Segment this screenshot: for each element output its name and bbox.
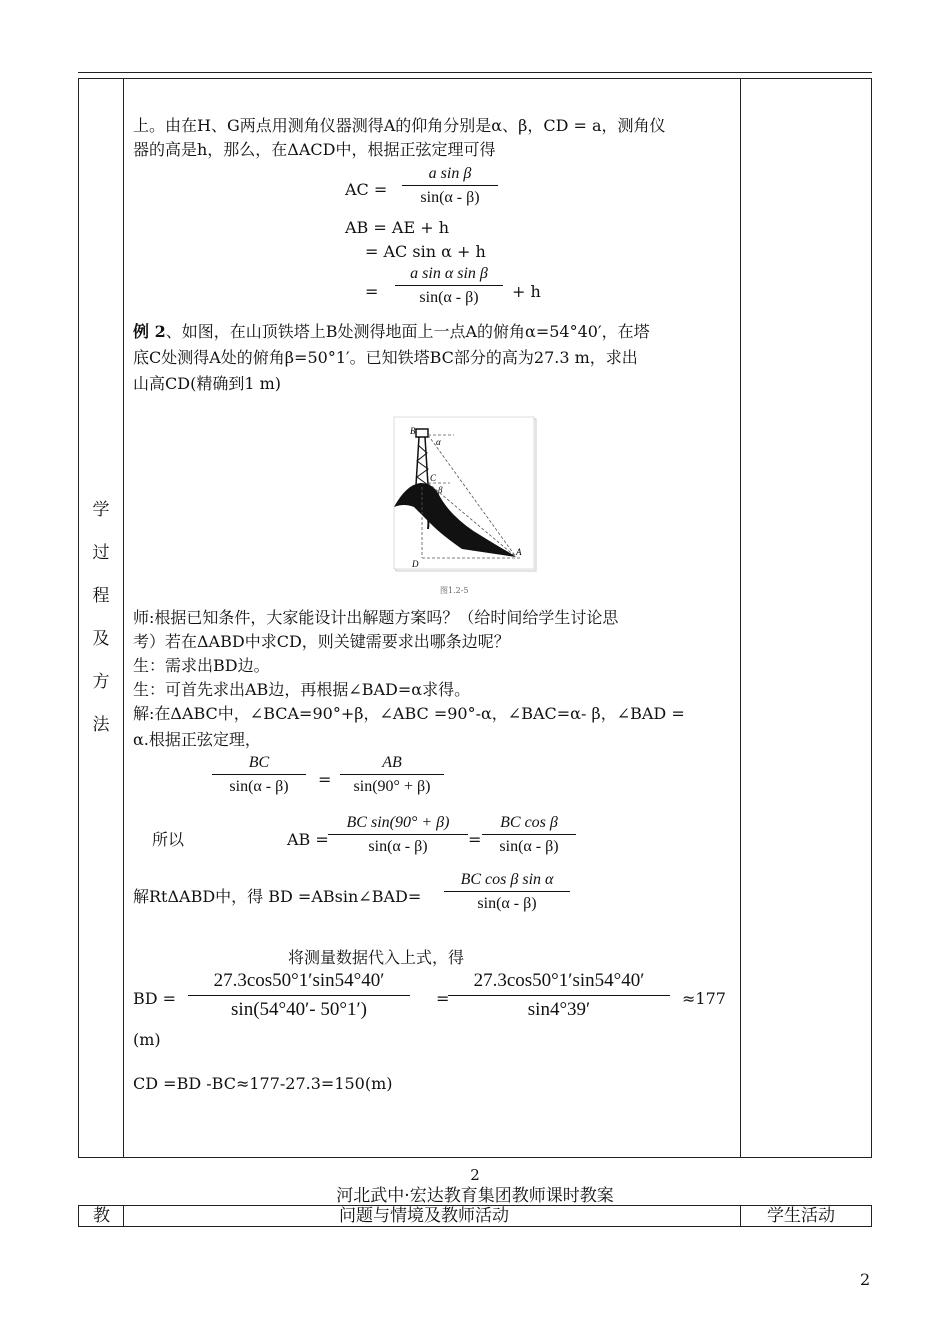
text-line: α.根据正弦定理， [133,730,261,749]
numerator: BC cos β [500,814,558,831]
numerator: BC [248,754,270,771]
formula-ab [395,263,503,310]
side-char: 法 [92,715,110,735]
denominator: sin(α - β) [499,838,559,855]
formula-label: BD = [133,989,177,1008]
column-divider-right [740,79,741,1157]
denominator: sin4°39′ [527,999,591,1020]
numerator: 27.3cos50°1′sin54°40′ [473,970,645,991]
example-text: 、如图，在山顶铁塔上B处测得地面上一点A的俯角α=54°40′，在塔 [165,322,650,341]
side-char: 过 [92,543,110,563]
text-line: 生：需求出BD边。 [133,656,270,675]
text-label: 所以 [152,830,185,849]
formula-ac [402,163,498,210]
header-col-activity: 问题与情境及教师活动 [339,1206,509,1226]
figure-caption: 图1.2-5 [440,586,469,595]
formula-eq: = [468,830,482,849]
formula-eq: = [436,989,450,1008]
figure-label-beta: β [438,485,443,495]
denominator: sin(54°40′- 50°1′) [231,999,367,1020]
header-col-student: 学生活动 [767,1206,835,1226]
denominator: sin(α - β) [419,289,479,306]
formula-bd-numeric-2 [448,967,670,1024]
formula-label: AC = [345,180,388,199]
text-line: 将测量数据代入上式，得 [288,948,465,967]
figure-label-d: D [412,559,419,569]
formula-ratio-right [340,752,444,799]
denominator: sin(90° + β) [353,778,431,795]
figure-label-a: A [516,547,522,557]
example-number: 例 2 [133,322,166,341]
next-table-header [78,1205,872,1227]
page-number: 2 [860,1270,871,1289]
column-divider-left [123,79,124,1157]
side-char: 方 [92,672,110,692]
numerator: a sin α sin β [410,265,488,282]
formula-result: ≈177 [682,989,726,1008]
text-line: 器的高是h，那么，在ΔACD中，根据正弦定理可得 [133,140,496,159]
column-divider [123,1206,124,1226]
formula-bd-numeric-1 [188,967,410,1024]
mountain-tower-figure [392,415,540,575]
formula-bd [444,869,570,916]
formula-line: AB = AE + h [345,218,450,237]
text-line: 师:根据已知条件，大家能设计出解题方案吗？（给时间给学生讨论思 [133,608,619,627]
numerator: BC cos β sin α [460,871,554,888]
formula-eq: = [318,770,332,789]
denominator: sin(α - β) [420,189,480,206]
header-col-teach: 教 [93,1206,110,1226]
side-label [79,79,123,1157]
denominator: sin(α - β) [229,778,289,795]
figure-label-b: B [410,426,416,436]
text-line: 解:在ΔABC中，∠BCA=90°+β，∠ABC =90°-α，∠BAC=α- β，∠BAD = [133,704,685,723]
example-line: 底C处测得A处的俯角β=50°1′。已知铁塔BC部分的高为27.3 m，求出 [133,348,638,367]
numerator: a sin β [428,165,472,182]
side-char: 及 [92,629,110,649]
text-line: CD =BD -BC≈177-27.3=150(m) [133,1074,393,1093]
numerator: 27.3cos50°1′sin54°40′ [213,970,385,991]
column-divider [740,1206,741,1226]
numerator: AB [382,754,402,771]
denominator: sin(α - β) [477,895,537,912]
footer-title: 河北武中·宏达教育集团教师课时教案 [336,1186,614,1206]
formula-line: = AC sin α + h [365,242,486,261]
text-line: 生：可首先求出AB边，再根据∠BAD=α求得。 [133,680,471,699]
formula-ab-2 [482,812,576,859]
example-line [133,320,650,344]
numerator: BC sin(90° + β) [346,814,450,831]
formula-label: AB = [287,830,329,849]
formula-tail: + h [512,282,541,301]
formula-eq: = [365,282,379,301]
denominator: sin(α - β) [368,838,428,855]
side-char: 程 [92,586,110,606]
formula-ab-1 [328,812,468,859]
footer-page: 2 [470,1166,480,1184]
top-rule [78,72,872,73]
text-line: 考）若在ΔABD中求CD，则关键需要求出哪条边呢？ [133,632,510,651]
text-line: 上。由在H、G两点用测角仪器测得A的仰角分别是α、β，CD = a，测角仪 [133,116,666,135]
text-line: 解RtΔABD中，得 BD =ABsin∠BAD= [133,887,422,906]
figure-label-alpha: α [436,437,441,447]
example-line: 山高CD(精确到1 m) [133,374,281,393]
side-char: 学 [92,500,110,520]
formula-unit: (m) [133,1030,161,1049]
formula-ratio-left [212,752,306,799]
figure-label-c: C [430,473,437,483]
